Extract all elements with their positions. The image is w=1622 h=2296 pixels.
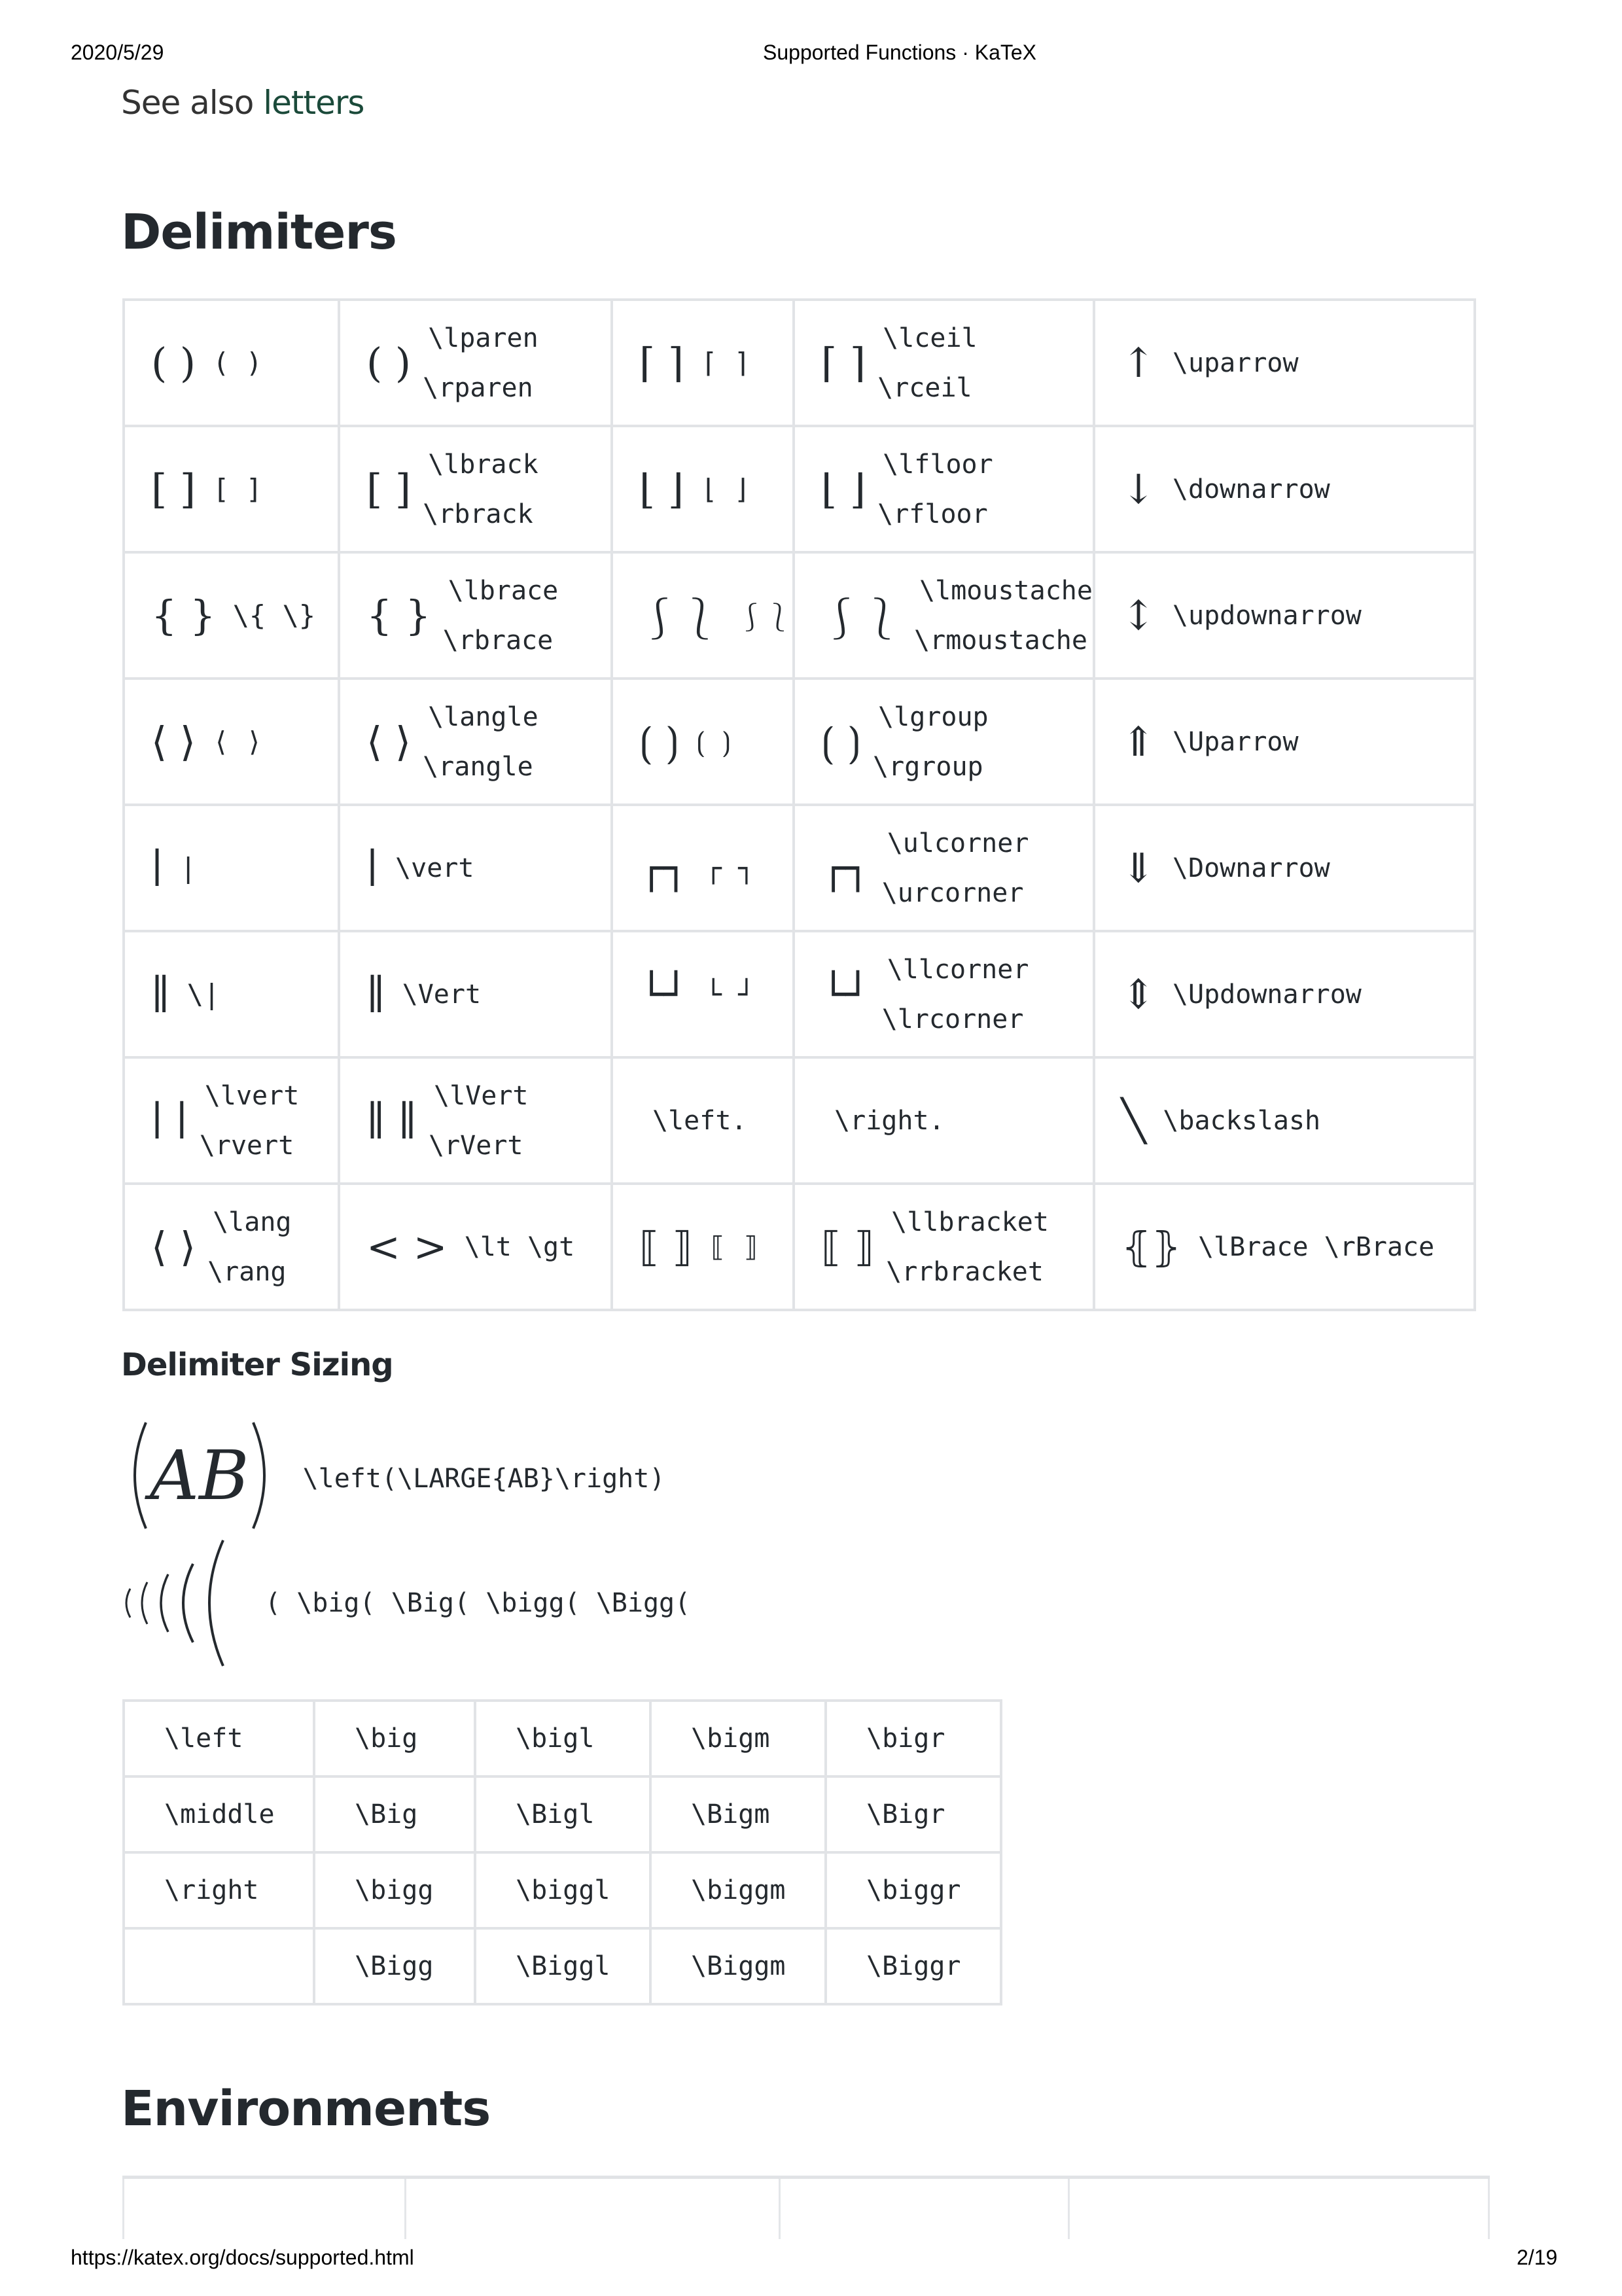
sizing-command: \Bigg (355, 1951, 434, 1981)
delimiter-row (124, 300, 1475, 426)
delimiter-command: \rmoustache (914, 625, 1087, 656)
delimiter-command: \lbrack (428, 449, 538, 480)
delimiter-source: \{ \} (232, 599, 316, 631)
sizing-example-source: ( \big( \Big( \bigg( \Bigg( (265, 1588, 691, 1618)
delimiter-glyph: { } (151, 592, 216, 639)
sizing-command: \left (164, 1723, 243, 1754)
delimiter-glyph: ∥ (151, 970, 170, 1018)
delimiter-source: [ ] (213, 473, 262, 505)
delimiter-row (124, 931, 1475, 1057)
delimiter-glyph: ┌┐ (639, 844, 688, 892)
delimiter-command: \Vert (402, 979, 482, 1010)
delimiter-glyph: ↑ (1121, 339, 1155, 387)
delimiter-glyph: ↕ (1121, 592, 1155, 639)
sizing-command: \Biggm (691, 1951, 786, 1981)
delimiter-command: \downarrow (1172, 474, 1330, 504)
delimiter-source: ( ) (213, 347, 262, 379)
env-col-divider (1068, 2179, 1070, 2239)
left-paren-large-icon (121, 1420, 150, 1531)
delimiter-command: \uparrow (1172, 347, 1299, 378)
delimiter-glyph: └┘ (639, 970, 688, 1018)
delimiter-command: \llbracket (891, 1207, 1049, 1237)
delimiter-cell (339, 1184, 612, 1310)
delimiter-command: \langle (428, 701, 538, 732)
delimiter-command: \right. (834, 1105, 945, 1136)
delimiter-glyph: ∣ ∣ (151, 1097, 188, 1144)
delimiter-cell (124, 1184, 339, 1310)
sizing-command: \Bigr (866, 1799, 945, 1829)
delimiter-cell (612, 426, 794, 552)
env-col-divider (404, 2179, 406, 2239)
print-url: https://katex.org/docs/supported.html (71, 2246, 414, 2269)
delimiter-glyph: ( ) (366, 339, 412, 387)
delimiter-glyph: ⇕ (1121, 970, 1155, 1018)
delimiter-command: \rrbracket (886, 1256, 1044, 1287)
sizing-cell (826, 1928, 1001, 2004)
delimiter-cell (612, 1184, 794, 1310)
delimiter-cell (124, 1057, 339, 1184)
right-paren-large-icon (249, 1420, 278, 1531)
sizing-cell (650, 1928, 826, 2004)
delimiter-glyph: ⇓ (1121, 844, 1155, 892)
delimiter-cell (339, 679, 612, 805)
sizing-commands-table (122, 1699, 1002, 2005)
delimiter-source: ⌈ ⌉ (701, 347, 750, 379)
sizing-cell (314, 1776, 475, 1852)
delimiter-command: \lrcorner (881, 1004, 1024, 1034)
delimiter-cell (124, 552, 339, 679)
delimiter-row (124, 1057, 1475, 1184)
delimiter-glyph: ↓ (1121, 465, 1155, 513)
delimiter-row (124, 679, 1475, 805)
delimiter-cell (794, 1057, 1094, 1184)
delimiter-command: \llcorner (887, 954, 1029, 985)
sizing-command: \Biggr (866, 1951, 961, 1981)
delimiter-command: \lceil (883, 323, 978, 353)
sizing-cell (124, 1928, 314, 2004)
delimiter-cell (1094, 1184, 1475, 1310)
delimiter-command: \left. (652, 1105, 747, 1136)
sizing-cell (826, 1776, 1001, 1852)
delimiter-sizing-heading: Delimiter Sizing (121, 1347, 393, 1383)
delimiter-glyph: ∣ (151, 844, 164, 892)
delimiter-cell (339, 426, 612, 552)
sizing-command: \Bigl (516, 1799, 595, 1829)
sizing-command: \right (164, 1875, 259, 1905)
environments-table (122, 2176, 1490, 2239)
delimiter-glyph: ⌈ ⌉ (821, 339, 866, 387)
delimiter-glyph: [ ] (151, 465, 196, 513)
sizing-cell (650, 1852, 826, 1928)
sizing-command: \bigg (355, 1875, 434, 1905)
delimiter-glyph: ( ) (151, 339, 196, 387)
delimiter-command: \Uparrow (1172, 726, 1299, 757)
delimiter-cell (794, 805, 1094, 931)
sizing-cell (124, 1852, 314, 1928)
see-also-prefix: See also (121, 84, 264, 122)
delimiter-cell (794, 426, 1094, 552)
delimiter-cell (1094, 552, 1475, 679)
print-page-number: 2/19 (1517, 2246, 1558, 2269)
delimiter-glyph: ⦃⦄ (1121, 1223, 1181, 1271)
delimiter-command: \vert (395, 853, 474, 883)
delimiter-cell (339, 931, 612, 1057)
sizing-cell (314, 1852, 475, 1928)
delimiter-command: \Downarrow (1172, 853, 1330, 883)
delimiter-row (124, 1184, 1475, 1310)
delimiter-command: \rgroup (873, 751, 983, 782)
delimiter-glyph: ⌊ ⌋ (821, 465, 866, 513)
delimiter-cell (339, 300, 612, 426)
delimiter-command: \rvert (199, 1130, 294, 1161)
delimiter-command: \urcorner (881, 877, 1024, 908)
sizing-command: \biggm (691, 1875, 786, 1905)
sizing-cell (650, 1701, 826, 1776)
delimiter-command: \lVert (434, 1080, 529, 1111)
growing-parens-icon (121, 1538, 245, 1669)
sizing-row (124, 1852, 1001, 1928)
delimiter-command: \updownarrow (1172, 600, 1362, 631)
delimiter-cell (1094, 931, 1475, 1057)
sizing-cell (314, 1701, 475, 1776)
delimiter-command: \lBrace \rBrace (1197, 1231, 1435, 1262)
sizing-example-large-source: \left(\LARGE{AB}\right) (302, 1464, 665, 1494)
sizing-example-paren-sizes (121, 1538, 690, 1669)
delimiter-command: \lvert (204, 1080, 300, 1111)
sizing-command: \Bigm (691, 1799, 770, 1829)
delimiter-glyph: ∥ (366, 970, 385, 1018)
sizing-command: \Big (355, 1799, 418, 1829)
sizing-row (124, 1928, 1001, 2004)
delimiter-command: \lang (213, 1207, 292, 1237)
delimiter-cell (1094, 679, 1475, 805)
delimiter-glyph: ⌊ ⌋ (639, 465, 684, 513)
delimiter-command: \rangle (423, 751, 533, 782)
print-title: Supported Functions · KaTeX (763, 41, 1037, 64)
delimiter-glyph: ⟨ ⟩ (366, 718, 412, 766)
delimiter-cell (794, 552, 1094, 679)
sizing-command (125, 1951, 164, 1981)
delimiter-glyph: ⟮ ⟯ (821, 717, 862, 766)
delimiter-command: \rbrace (442, 625, 554, 656)
delimiter-cell (794, 1184, 1094, 1310)
sizing-cell (314, 1928, 475, 2004)
delimiter-source: ┌ ┐ (705, 852, 755, 884)
delimiter-cell (339, 805, 612, 931)
delimiter-command: \lbrace (448, 575, 559, 606)
delimiter-row (124, 426, 1475, 552)
delimiter-cell (1094, 1057, 1475, 1184)
delimiter-glyph: ┌┐ (821, 844, 870, 892)
delimiter-cell (1094, 426, 1475, 552)
delimiter-source: \| (186, 978, 220, 1010)
delimiter-cell (124, 426, 339, 552)
delimiter-cell (794, 300, 1094, 426)
delimiter-cell (124, 805, 339, 931)
delimiter-cell (124, 679, 339, 805)
sizing-row (124, 1776, 1001, 1852)
delimiter-cell (612, 679, 794, 805)
delimiter-command: \rparen (423, 372, 533, 403)
delimiter-cell (339, 552, 612, 679)
delimiter-source: ⟨ ⟩ (213, 726, 262, 758)
delimiter-cell (124, 931, 339, 1057)
delimiter-cell (1094, 805, 1475, 931)
delimiter-command: \rVert (429, 1130, 523, 1161)
delimiter-cell (1094, 300, 1475, 426)
sizing-command: \biggr (866, 1875, 961, 1905)
delimiter-cell (612, 1057, 794, 1184)
sizing-example-large (121, 1420, 665, 1531)
delimiter-glyph: ⟦ ⟧ (639, 1223, 693, 1271)
delimiter-source: ⟦ ⟧ (709, 1231, 759, 1263)
sizing-cell (475, 1701, 650, 1776)
delimiter-cell (612, 931, 794, 1057)
sizing-command: \biggl (516, 1875, 610, 1905)
sizing-cell (826, 1852, 1001, 1928)
delimiter-glyph: ╲ (1121, 1097, 1146, 1144)
delimiter-glyph: ⎰⎱ (821, 595, 903, 643)
delimiter-command: \lmoustache (919, 575, 1093, 606)
delimiter-glyph: └┘ (821, 970, 870, 1018)
letters-link[interactable]: letters (263, 84, 364, 122)
delimiter-glyph: ⌈ ⌉ (639, 339, 684, 387)
sizing-command: \bigl (516, 1723, 595, 1754)
print-date: 2020/5/29 (71, 41, 164, 64)
delimiter-glyph: { } (366, 592, 431, 639)
delimiter-command: \lgroup (878, 701, 989, 732)
delimiter-command: \backslash (1163, 1105, 1321, 1136)
large-ab: AB (150, 1436, 249, 1515)
sizing-command: \Biggl (516, 1951, 610, 1981)
sizing-command: \middle (164, 1799, 275, 1829)
delimiter-row (124, 552, 1475, 679)
delimiter-command: \rang (207, 1256, 287, 1287)
delimiter-glyph: ∣ (366, 844, 379, 892)
delimiter-glyph: ⟨ ⟩ (151, 1223, 196, 1271)
delimiter-row (124, 805, 1475, 931)
delimiter-command: \rfloor (877, 499, 988, 529)
delimiter-glyph: ∥ ∥ (366, 1097, 417, 1144)
delimiter-cell (794, 679, 1094, 805)
delimiter-cell (612, 300, 794, 426)
delimiter-command: \lfloor (883, 449, 993, 480)
see-also (121, 84, 364, 122)
delimiter-source: ⌊ ⌋ (701, 473, 750, 505)
sizing-cell (475, 1776, 650, 1852)
delimiter-command: \lparen (428, 323, 538, 353)
delimiter-cell (612, 552, 794, 679)
delimiter-source: | (180, 852, 197, 884)
sizing-cell (124, 1701, 314, 1776)
delimiter-source: └ ┘ (705, 978, 755, 1010)
delimiter-glyph: ⟨ ⟩ (151, 718, 196, 766)
env-col-divider (1488, 2179, 1490, 2239)
delimiter-glyph: [ ] (366, 465, 412, 513)
sizing-cell (650, 1776, 826, 1852)
delimiter-cell (339, 1057, 612, 1184)
delimiter-glyph: ⟦ ⟧ (821, 1223, 875, 1271)
sizing-command: \bigm (691, 1723, 770, 1754)
delimiter-glyph: ⇑ (1121, 718, 1155, 766)
sizing-cell (124, 1776, 314, 1852)
sizing-cell (475, 1852, 650, 1928)
delimiter-cell (124, 300, 339, 426)
sizing-row (124, 1701, 1001, 1776)
delimiter-glyph: ⎰⎱ (639, 595, 721, 643)
delimiter-command: \ulcorner (887, 828, 1029, 858)
sizing-command: \bigr (866, 1723, 945, 1754)
sizing-command: \big (355, 1723, 418, 1754)
sizing-cell (826, 1701, 1001, 1776)
delimiter-source: ⎰⎱ (737, 601, 793, 633)
env-col-divider (779, 2179, 781, 2239)
delimiter-cell (794, 931, 1094, 1057)
environments-heading: Environments (121, 2081, 491, 2137)
delimiter-command: \Updownarrow (1172, 979, 1362, 1010)
delimiter-source: ⟮ ⟯ (696, 725, 732, 758)
env-col-divider (122, 2179, 124, 2239)
delimiter-glyph: < > (366, 1223, 448, 1271)
sizing-cell (475, 1928, 650, 2004)
delimiter-cell (612, 805, 794, 931)
delimiter-command: \lt \gt (464, 1231, 575, 1262)
delimiter-command: \rbrack (423, 499, 533, 529)
delimiters-table (122, 298, 1476, 1311)
delimiter-glyph: ⟮ ⟯ (639, 717, 680, 766)
delimiter-command: \rceil (877, 372, 972, 403)
delimiters-heading: Delimiters (121, 204, 397, 260)
